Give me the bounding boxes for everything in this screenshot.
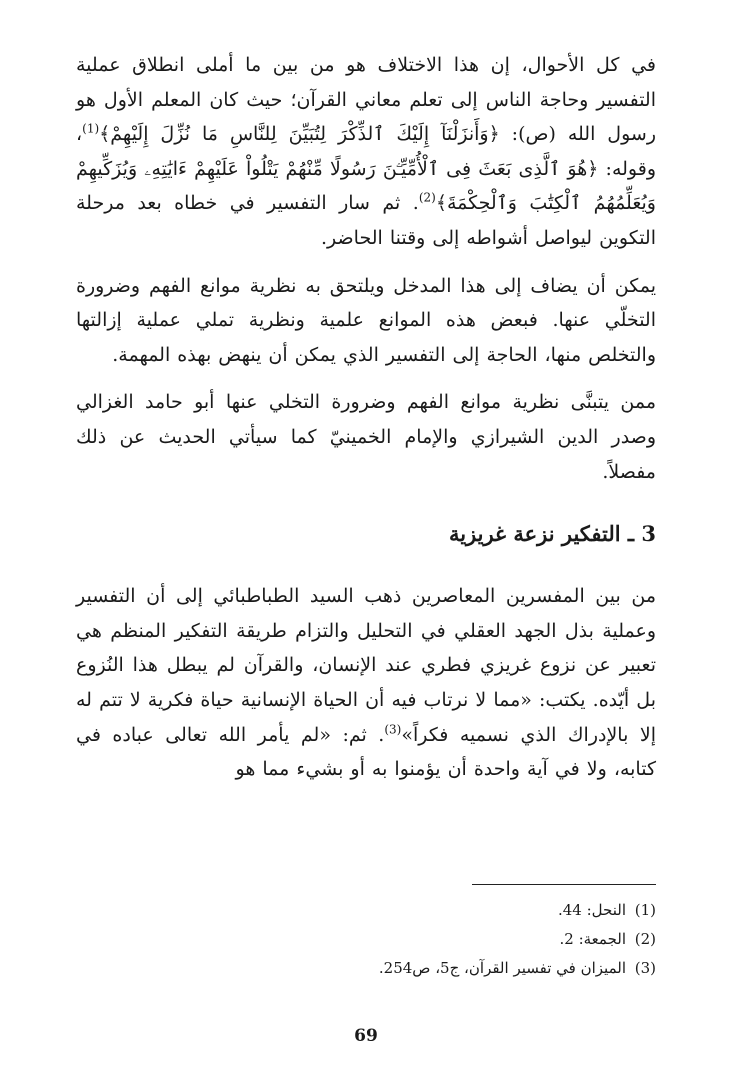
footnote-number: (3) (634, 959, 656, 977)
paragraph-4-text-a: من بين المفسرين المعاصرين ذهب السيد الطباطبائي إلى أن التفسير وعملية بذل الجهد العقلي في التحليل والتزام طريقة التفكير المنظم هي تعبير عن نزوع غريزي فطري عند الإنسان، والقرآن لم يبطل هذا النُزوع بل أيّده. يكتب: «مما لا نرتاب فيه أن الحياة الإنسانية حياة فكرية لا تتم له إلا بالإدراك الذي نسميه فكراً» (76, 585, 656, 746)
paragraph-2: يمكن أن يضاف إلى هذا المدخل ويلتحق به نظرية موانع الفهم وضرورة التخلّي عنها. فبعض هذه الموانع علمية ونظرية تملي عملية إزالتها والتخلص منها، الحاجة إلى التفسير الذي يمكن أن ينهض بهذه المهمة. (76, 274, 656, 366)
paragraph-1-text-b: ، وقوله: (76, 123, 656, 180)
paragraph-1 (76, 48, 656, 256)
footnote-number: (1) (634, 901, 656, 919)
page-body (76, 48, 656, 787)
footnote-3 (76, 954, 656, 983)
paragraph-1-text-c: . ثم سار التفسير في خطاه بعد مرحلة التكوين ليواصل أشواطه إلى وقتنا الحاضر. (76, 192, 656, 249)
page-number: 69 (354, 1026, 378, 1046)
paragraph-3: ممن يتبنَّى نظرية موانع الفهم وضرورة التخلي عنها أبو حامد الغزالي وصدر الدين الشيرازي والإمام الخمينيّ كما سيأتي الحديث عن ذلك مفصلاً. (76, 391, 656, 483)
footnotes (76, 896, 656, 983)
paragraph-4-text-b: . ثم: «لم يأمر الله تعالى عباده في كتابه، ولا في آية واحدة أن يؤمنوا به أو بشيء مما هو (76, 723, 656, 781)
footnote-ref-2: (2) (418, 191, 436, 206)
quran-quote-2: ﴿هُوَ ٱلَّذِى بَعَثَ فِى ٱلْأُمِّيِّـۧنَ رَسُولًا مِّنْهُمْ يَتْلُواْ عَلَيْهِمْ ءَايَٰتِهِۦ وَيُزَكِّيهِمْ وَيُعَلِّمُهُمُ ٱلْكِتَٰبَ وَٱلْحِكْمَةَ﴾ (76, 157, 656, 215)
quran-quote-1: ﴿وَأَنزَلْنَآ إِلَيْكَ ٱلذِّكْرَ لِتُبَيِّنَ لِلنَّاسِ مَا نُزِّلَ إِلَيْهِمْ﴾ (99, 123, 500, 146)
footnote-2 (76, 925, 656, 954)
section-heading: 3 ـ التفكير نزعة غريزية (448, 521, 656, 547)
paragraph-4 (76, 579, 656, 787)
paragraph-1-text-a: في كل الأحوال، إن هذا الاختلاف هو من بين ما أملى انطلاق عملية التفسير وحاجة الناس إلى تعلم معاني القرآن؛ حيث كان المعلم الأول هو رسول الله (ص): (76, 54, 657, 146)
footnote-text: الجمعة: 2. (559, 930, 626, 948)
footnote-text: النحل: 44. (557, 901, 626, 919)
footnote-number: (2) (634, 930, 656, 948)
footnote-1 (76, 896, 656, 925)
footnote-divider (472, 884, 656, 885)
footnote-ref-3: (3) (384, 722, 402, 737)
footnote-ref-1: (1) (82, 121, 100, 136)
footnote-text: الميزان في تفسير القرآن، ج5، ص254. (378, 959, 626, 977)
